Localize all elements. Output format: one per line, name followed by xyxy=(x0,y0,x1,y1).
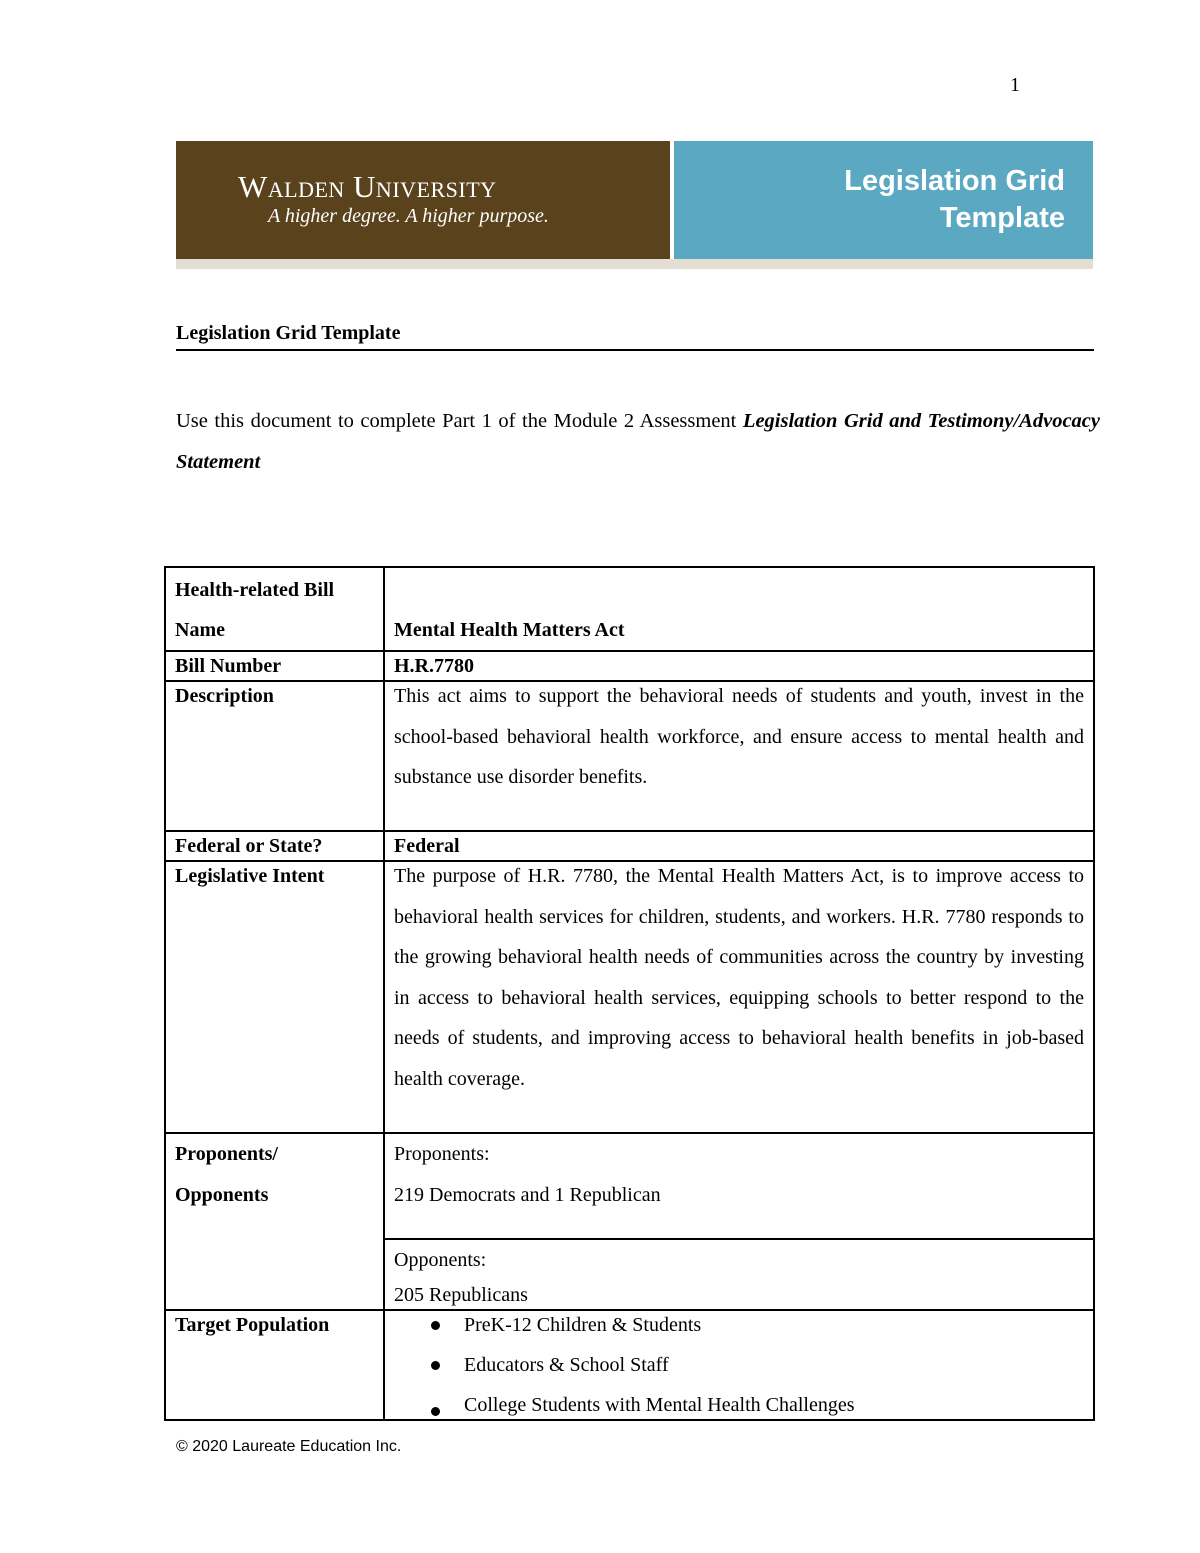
row-description xyxy=(165,681,1094,831)
university-tagline: A higher degree. A higher purpose. xyxy=(268,205,549,227)
university-logo-panel xyxy=(176,141,670,259)
opponents-heading: Opponents: xyxy=(394,1249,487,1271)
bill-name-value: Mental Health Matters Act xyxy=(384,567,1094,651)
description-text: This act aims to support the behavioral needs of students and youth, invest in the school-based behavioral health workforce, and ensure access to mental health and substance use disorder benefits. xyxy=(394,685,1084,788)
row-proponents xyxy=(165,1133,1094,1239)
assessment-title: Legislation Grid and Testimony/Advocacy Statement xyxy=(176,410,1101,473)
page-number: 1 xyxy=(1010,74,1020,96)
intro-paragraph xyxy=(176,401,1100,483)
jurisdiction-label: Federal or State? xyxy=(165,831,384,861)
jurisdiction-value: Federal xyxy=(384,831,1094,861)
description-label: Description xyxy=(165,681,384,831)
opponents-cell xyxy=(384,1239,1094,1310)
row-target-population xyxy=(165,1310,1094,1420)
header-banner xyxy=(176,141,1093,269)
banner-title: Legislation Grid Template xyxy=(844,165,1065,234)
target-population-list xyxy=(394,1305,1084,1419)
intent-label: Legislative Intent xyxy=(165,861,384,1133)
copyright-footer: © 2020 Laureate Education Inc. xyxy=(176,1438,402,1455)
banner-title-panel xyxy=(674,141,1093,259)
stakeholders-label-line-2: Opponents xyxy=(175,1183,269,1206)
target-population-item: PreK-12 Children & Students xyxy=(464,1305,1084,1345)
proponents-cell xyxy=(384,1133,1094,1239)
intent-text: The purpose of H.R. 7780, the Mental Health Matters Act, is to improve access to behavioral health services for children, students, and workers. H.R. 7780 responds to the growing behavioral health needs of communities across the country by investing in access to behavioral health services, equipping schools to better respond to the needs of students, and improving access to behavioral health benefits in job-based health coverage. xyxy=(394,865,1084,1090)
document-heading: Legislation Grid Template xyxy=(176,322,1094,351)
stakeholders-label xyxy=(165,1133,384,1310)
legislation-grid-table xyxy=(164,566,1095,1421)
bill-number-label: Bill Number xyxy=(165,651,384,681)
intro-text: Use this document to complete Part 1 of the Module 2 Assessment xyxy=(176,410,737,432)
target-population-cell xyxy=(384,1310,1094,1420)
target-population-item: Educators & School Staff xyxy=(464,1345,1084,1385)
opponents-value: 205 Republicans xyxy=(394,1283,528,1306)
stakeholders-label-line-1: Proponents/ xyxy=(175,1143,278,1165)
bill-number-value: H.R.7780 xyxy=(384,651,1094,681)
intent-value xyxy=(384,861,1094,1133)
bill-name-label: Health-related Bill Name xyxy=(165,567,384,651)
row-bill-name xyxy=(165,567,1094,651)
target-population-label: Target Population xyxy=(165,1310,384,1420)
university-name: Walden University xyxy=(238,169,497,204)
proponents-heading: Proponents: xyxy=(394,1143,490,1165)
banner-divider-strip xyxy=(176,259,1093,269)
description-value xyxy=(384,681,1094,831)
row-legislative-intent xyxy=(165,861,1094,1133)
proponents-value: 219 Democrats and 1 Republican xyxy=(394,1183,661,1206)
target-population-item: College Students with Mental Health Challenges xyxy=(464,1391,1084,1419)
